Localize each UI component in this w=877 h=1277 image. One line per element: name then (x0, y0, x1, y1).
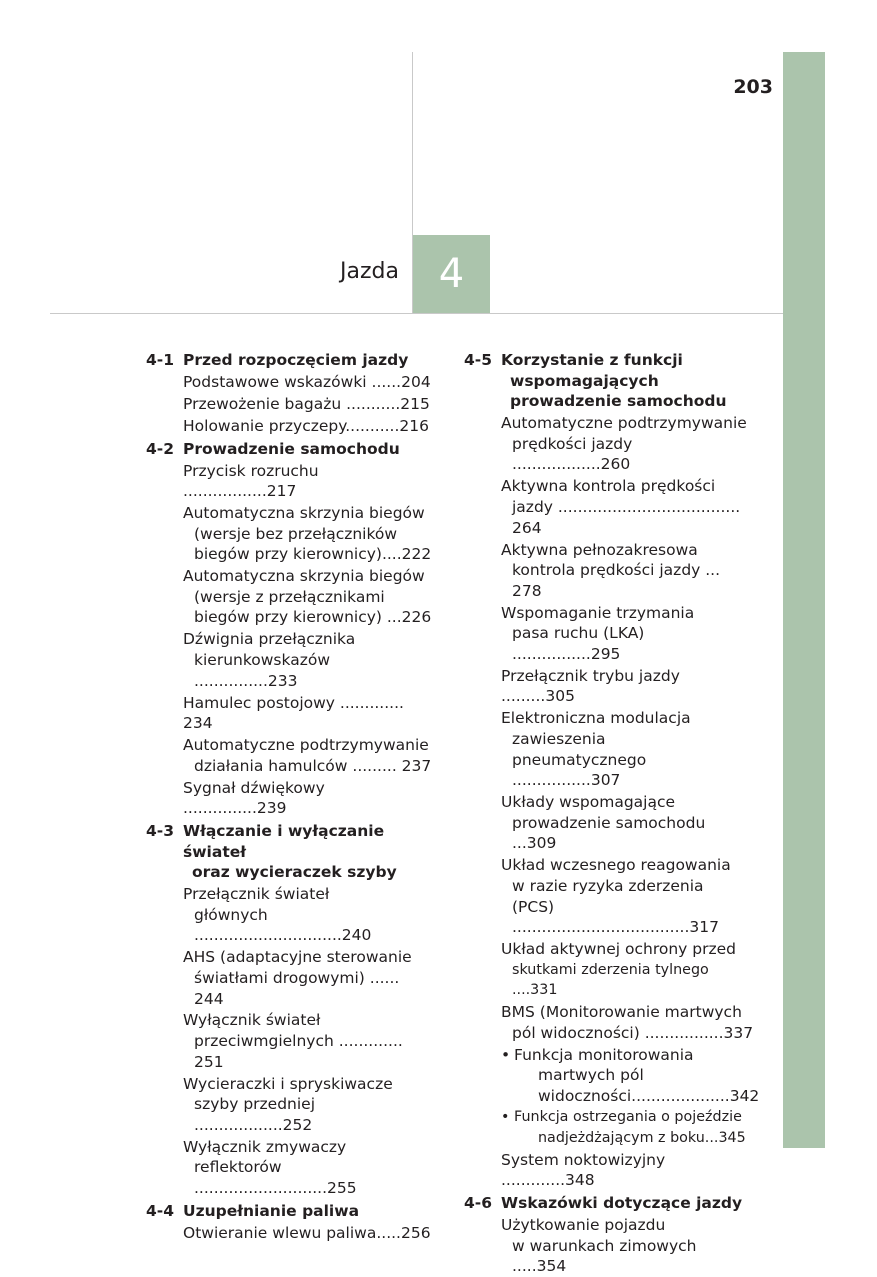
toc-entry[interactable]: Automatyczna skrzynia biegów (wersje z przełącznikami biegów przy kierownicy) ...226 (183, 567, 432, 627)
chapter-number-box (413, 235, 490, 313)
toc-entry[interactable]: Przycisk rozruchu .................217 (183, 461, 319, 501)
toc-subentry[interactable]: • Funkcja monitorowania martwych pól widoczności....................342 (501, 1045, 760, 1105)
toc-entry[interactable]: Przewożenie bagażu ...........215 (183, 394, 430, 413)
toc-entry[interactable]: Automatyczna skrzynia biegów (wersje bez przełączników biegów przy kierownicy)....222 (183, 504, 432, 564)
toc-entry[interactable]: Sygnał dźwiękowy ...............239 (183, 778, 325, 818)
toc-entry[interactable]: Otwieranie wlewu paliwa.....256 (183, 1223, 431, 1242)
chapter-number: 4 (438, 251, 465, 297)
toc-section-4-4[interactable] (146, 1201, 433, 1222)
bullet: • (501, 1109, 510, 1126)
toc-entry[interactable]: Elektroniczna modulacja zawieszenia pneumatycznego ................307 (501, 709, 691, 790)
page-number: 203 (733, 76, 773, 98)
section-title-cont: oraz wycieraczek szyby (192, 863, 397, 882)
section-title: Wskazówki dotyczące jazdy (501, 1194, 743, 1213)
chapter-title: Jazda (340, 259, 399, 284)
section-title-cont: wspomagających (510, 371, 659, 390)
toc-entry[interactable]: Przełącznik świateł głównych ..............................240 (183, 885, 372, 945)
toc-entry[interactable]: Hamulec postojowy ............. 234 (183, 693, 404, 733)
section-title: Prowadzenie samochodu (183, 439, 400, 458)
section-title-cont: prowadzenie samochodu (510, 392, 727, 411)
toc-entry[interactable]: Układ aktywnej ochrony przed skutkami zderzenia tylnego ....331 (501, 940, 736, 999)
toc-entry[interactable]: Wycieraczki i spryskiwacze szyby przedniej ..................252 (183, 1074, 393, 1134)
section-number: 4-6 (464, 1194, 493, 1213)
section-number: 4-2 (146, 439, 175, 458)
toc-entry[interactable]: Przełącznik trybu jazdy .........305 (501, 666, 680, 706)
toc-entry[interactable]: Aktywna pełnozakresowa kontrola prędkości jazdy ... 278 (501, 540, 721, 600)
toc-entry[interactable]: Wyłącznik świateł przeciwmgielnych ............. 251 (183, 1011, 403, 1071)
horizontal-rule (50, 313, 783, 314)
toc-entry[interactable]: Automatyczne podtrzymywanie prędkości jazdy ..................260 (501, 414, 747, 474)
toc-section-4-2[interactable] (146, 439, 433, 460)
toc-section-4-5[interactable] (464, 350, 754, 412)
toc-entry[interactable]: Wyłącznik zmywaczy reflektorów ...........................255 (183, 1137, 357, 1198)
section-number: 4-4 (146, 1201, 175, 1220)
toc-entry[interactable]: AHS (adaptacyjne sterowanie światłami drogowymi) ...... 244 (183, 948, 412, 1008)
section-title: Uzupełnianie paliwa (183, 1201, 360, 1220)
toc-entry[interactable]: Dźwignia przełącznika kierunkowskazów ...............233 (183, 630, 356, 690)
toc-entry[interactable]: Użytkowanie pojazdu w warunkach zimowych .....354 (501, 1216, 697, 1276)
toc-section-4-3[interactable] (146, 821, 433, 883)
toc-entry[interactable]: Układy wspomagające prowadzenie samochodu ...309 (501, 793, 706, 853)
toc-left-column (146, 348, 433, 1243)
toc-entry[interactable]: Automatyczne podtrzymywanie działania hamulców ......... 237 (183, 736, 432, 775)
toc-entry[interactable]: Układ wczesnego reagowania w razie ryzyka zderzenia (PCS) ....................................317 (501, 856, 731, 937)
section-title: Korzystanie z funkcji (501, 351, 683, 369)
section-number: 4-1 (146, 351, 175, 369)
section-title: Przed rozpoczęciem jazdy (183, 351, 409, 369)
section-number: 4-5 (464, 351, 493, 369)
toc-entry[interactable]: BMS (Monitorowanie martwych pól widoczności) ................337 (501, 1003, 754, 1042)
toc-section-4-1[interactable] (146, 350, 433, 371)
section-number: 4-3 (146, 821, 175, 840)
section-title: Włączanie i wyłączanie świateł (183, 821, 385, 861)
bullet: • (501, 1045, 511, 1064)
toc-entry[interactable]: System noktowizyjny .............348 (501, 1150, 666, 1190)
toc-section-4-6[interactable] (464, 1193, 754, 1214)
toc-entry[interactable]: Aktywna kontrola prędkości jazdy ..................................... 264 (501, 477, 741, 537)
toc-right-column (464, 348, 760, 1277)
chapter-side-tab (783, 52, 825, 1148)
toc-entry[interactable]: Holowanie przyczepy...........216 (183, 416, 429, 435)
toc-subentry[interactable]: • Funkcja ostrzegania o pojeździe nadjeżdżającym z boku...345 (501, 1109, 746, 1146)
toc-entry[interactable]: Wspomaganie trzymania pasa ruchu (LKA) ................295 (501, 603, 695, 663)
toc-entry[interactable]: Podstawowe wskazówki ......204 (183, 372, 431, 391)
